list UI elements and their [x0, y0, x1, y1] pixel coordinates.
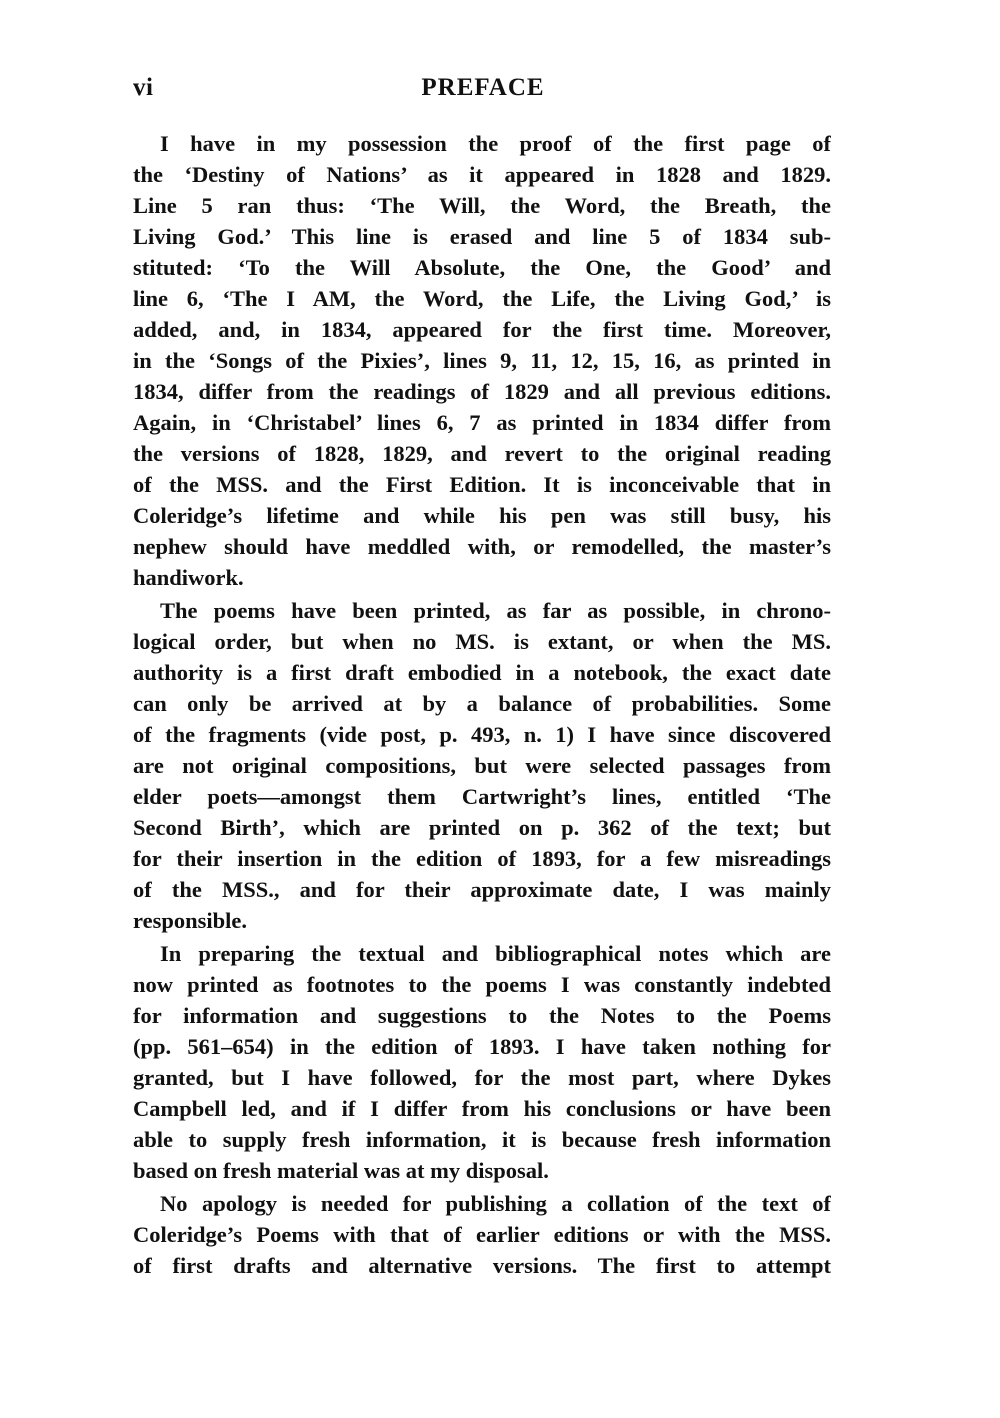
running-head — [133, 74, 833, 110]
text-line: Again, in ‘Christabel’ lines 6, 7 as printed in 1834 differ from — [133, 410, 831, 435]
text-line: Line 5 ran thus: ‘The Will, the Word, the Breath, the — [133, 193, 831, 218]
page-number: vi — [133, 74, 154, 101]
text-line: Coleridge’s Poems with that of earlier editions or with the MSS. — [133, 1222, 831, 1247]
text-line: (pp. 561–654) in the edition of 1893. I have taken nothing for — [133, 1034, 831, 1059]
text-line: The poems have been printed, as far as possible, in chrono- — [160, 598, 831, 623]
paragraph-4 — [133, 1188, 831, 1281]
text-line: line 6, ‘The I AM, the Word, the Life, the Living God,’ is — [133, 286, 831, 311]
text-line: 1834, differ from the readings of 1829 and all previous editions. — [133, 379, 831, 404]
text-line: authority is a first draft embodied in a notebook, the exact date — [133, 660, 831, 685]
text-line: added, and, in 1834, appeared for the first time. Moreover, — [133, 317, 831, 342]
text-line: now printed as footnotes to the poems I was constantly indebted — [133, 972, 831, 997]
text-line: can only be arrived at by a balance of probabilities. Some — [133, 691, 831, 716]
text-line: Living God.’ This line is erased and line 5 of 1834 sub- — [133, 224, 831, 249]
text-line: stituted: ‘To the Will Absolute, the One, the Good’ and — [133, 255, 831, 280]
text-line: In preparing the textual and bibliographical notes which are — [160, 941, 831, 966]
text-line: the ‘Destiny of Nations’ as it appeared in 1828 and 1829. — [133, 162, 831, 187]
text-line: of the fragments (vide post, p. 493, n. 1) I have since discovered — [133, 722, 831, 747]
text-line: handiwork. — [133, 565, 244, 590]
text-line: nephew should have meddled with, or remodelled, the master’s — [133, 534, 831, 559]
text-line: No apology is needed for publishing a collation of the text of — [160, 1191, 831, 1216]
text-line: of the MSS., and for their approximate date, I was mainly — [133, 877, 831, 902]
paragraph-1 — [133, 128, 831, 593]
text-line: I have in my possession the proof of the first page of — [160, 131, 831, 156]
text-line: the versions of 1828, 1829, and revert to the original reading — [133, 441, 831, 466]
text-line: for information and suggestions to the Notes to the Poems — [133, 1003, 831, 1028]
running-title: PREFACE — [421, 74, 545, 101]
text-line: logical order, but when no MS. is extant, or when the MS. — [133, 629, 831, 654]
text-line: based on fresh material was at my disposal. — [133, 1158, 549, 1183]
text-line: of the MSS. and the First Edition. It is inconceivable that in — [133, 472, 831, 497]
text-line: able to supply fresh information, it is because fresh information — [133, 1127, 831, 1152]
paragraph-2 — [133, 595, 831, 936]
body-text — [133, 128, 831, 1281]
text-line: granted, but I have followed, for the most part, where Dykes — [133, 1065, 831, 1090]
paragraph-3 — [133, 938, 831, 1186]
text-line: of first drafts and alternative versions. The first to attempt — [133, 1253, 831, 1278]
text-line: Coleridge’s lifetime and while his pen was still busy, his — [133, 503, 831, 528]
text-line: in the ‘Songs of the Pixies’, lines 9, 11, 12, 15, 16, as printed in — [133, 348, 831, 373]
text-line: for their insertion in the edition of 1893, for a few misreadings — [133, 846, 831, 871]
text-line: Second Birth’, which are printed on p. 362 of the text; but — [133, 815, 831, 840]
text-line: elder poets—amongst them Cartwright’s lines, entitled ‘The — [133, 784, 831, 809]
text-line: are not original compositions, but were selected passages from — [133, 753, 831, 778]
text-line: Campbell led, and if I differ from his conclusions or have been — [133, 1096, 831, 1121]
text-line: responsible. — [133, 908, 247, 933]
